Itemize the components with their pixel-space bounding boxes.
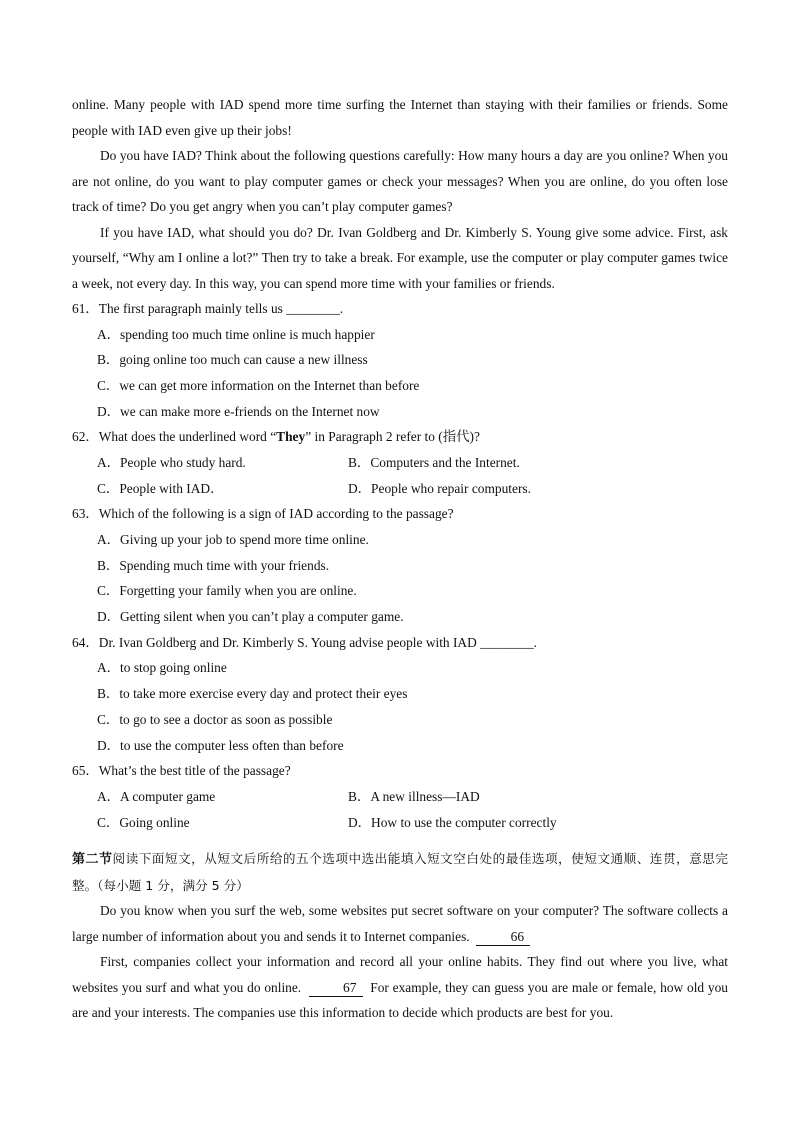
question-62-stem-pre: 62．What does the underlined word “ (72, 429, 277, 445)
question-65-option-c: C．Going online (97, 814, 190, 830)
question-62-stem (72, 424, 728, 450)
passage-paragraph-3: If you have IAD, what should you do? Dr. Ivan Goldberg and Dr. Kimberly S. Young give some advice. First, ask yourself, “Why am I online a lot?” Then try to take a break. For example, use the computer or play computer games twice a week, not every day. In this way, you can spend more time with your families or friends. (72, 224, 728, 291)
question-65-options-row-2 (97, 810, 728, 836)
page-content (72, 92, 728, 1026)
section-2-paragraph-2 (72, 949, 728, 1026)
question-65-option-b: B．A new illness—IAD (348, 788, 480, 804)
question-63 (72, 501, 728, 629)
section-2-paragraph-2-post: For example, they can guess you are male or female, how old you are and your interests. The companies use this information to decide which products are best for you. (72, 979, 728, 1021)
question-64-option-c: C．to go to see a doctor as soon as possible (97, 711, 333, 727)
question-64-option-d: D．to use the computer less often than before (97, 737, 344, 753)
question-65-options-row-1 (97, 784, 728, 810)
question-62-option-c: C．People with IAD． (97, 480, 224, 496)
question-62-option-a: A．People who study hard. (97, 455, 246, 470)
section-2-paragraph-1-text: Do you know when you surf the web, some websites put secret software on your computer? The software collects a large number of information about you and sends it to Internet companies. (72, 903, 728, 944)
section-2-instructions: 阅读下面短文，从短文后所给的五个选项中选出能填入短文空白处的最佳选项，使短文通顺、连贯，意思完整。（每小题 1 分，满分 5 分） (72, 851, 728, 893)
section-2-title: 第二节 (72, 852, 113, 868)
question-63-option-c: C．Forgetting your family when you are online. (97, 583, 357, 599)
question-62-option-b: B．Computers and the Internet. (348, 455, 520, 470)
question-62-stem-post: ” in Paragraph 2 refer to (指代)? (305, 429, 480, 445)
question-61-option-c: C．we can get more information on the Internet than before (97, 378, 420, 393)
question-65-stem: 65．What’s the best title of the passage? (72, 763, 291, 779)
question-64-option-b: B．to take more exercise every day and protect their eyes (97, 686, 408, 702)
question-64-option-a: A．to stop going online (97, 660, 227, 676)
question-63-stem: 63．Which of the following is a sign of IAD according to the passage? (72, 506, 454, 522)
question-63-option-b: B．Spending much time with your friends. (97, 557, 330, 573)
section-2-paragraph-2-pre: First, companies collect your information and record all your online habits. They find out where you live, what websites you surf and what you do online. (72, 954, 728, 995)
question-62-options-row-2 (97, 476, 728, 502)
question-62-underlined-word: They (276, 429, 306, 445)
question-65 (72, 758, 728, 835)
question-65-option-d: D．How to use the computer correctly (348, 814, 557, 830)
passage-paragraph-2: Do you have IAD? Think about the following questions carefully: How many hours a day are you online? When you are not online, do you want to play computer games or check your messages? When you are online, do you often lose track of time? Do you get angry when you can’t play computer games? (72, 148, 728, 214)
section-2-paragraph-1 (72, 898, 728, 949)
section-2-heading (72, 846, 728, 898)
passage-paragraph-1-tail: online. Many people with IAD spend more time surfing the Internet than staying with their families or friends. Some people with IAD even give up their jobs! (72, 97, 728, 138)
question-61-option-a: A．spending too much time online is much happier (97, 326, 375, 342)
question-65-option-a: A．A computer game (97, 788, 216, 804)
question-63-option-d: D．Getting silent when you can’t play a computer game. (97, 609, 404, 625)
question-61-option-b: B．going online too much can cause a new illness (97, 352, 368, 368)
question-61-stem: 61．The first paragraph mainly tells us ________. (72, 301, 344, 316)
question-61 (72, 296, 728, 424)
blank-66[interactable]: 66 (476, 929, 530, 946)
blank-67[interactable]: 67 (309, 980, 363, 997)
question-64 (72, 630, 728, 758)
question-61-option-d: D．we can make more e-friends on the Internet now (97, 403, 380, 419)
question-63-option-a: A．Giving up your job to spend more time online. (97, 532, 369, 547)
question-62 (72, 424, 728, 501)
question-62-options-row-1 (97, 450, 728, 476)
question-62-option-d: D．People who repair computers. (348, 480, 531, 496)
question-64-stem: 64．Dr. Ivan Goldberg and Dr. Kimberly S. Young advise people with IAD ________. (72, 634, 538, 650)
